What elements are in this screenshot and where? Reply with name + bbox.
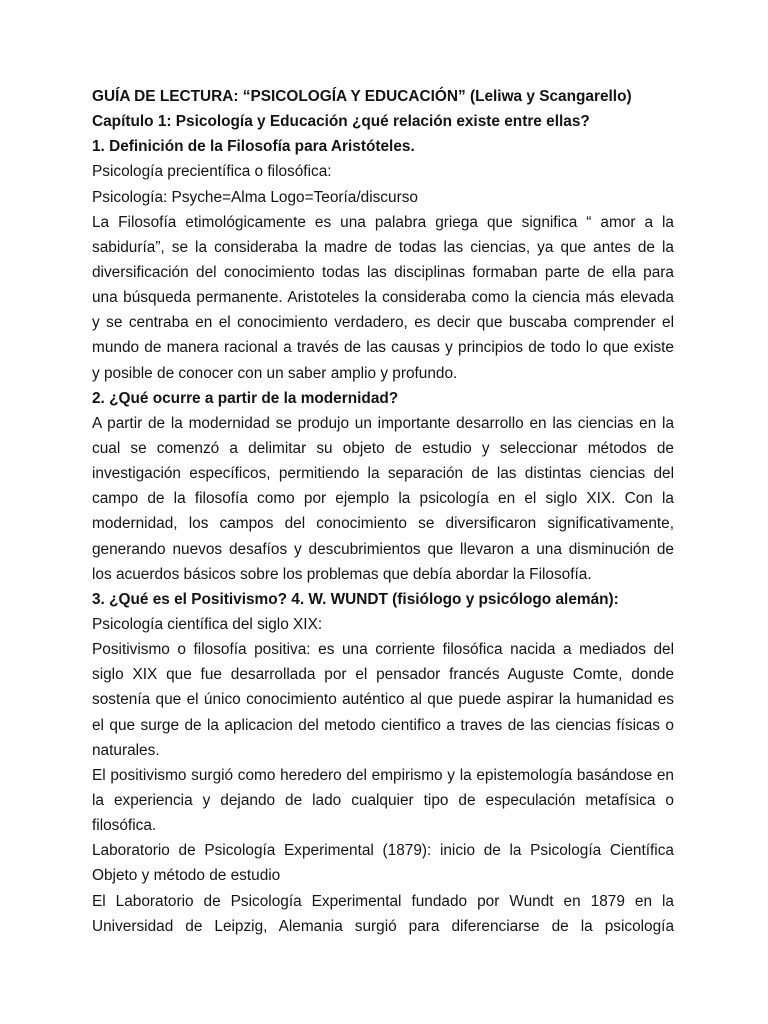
paragraph-line: Psicología científica del siglo XIX: xyxy=(92,615,323,633)
paragraph-line: Positivismo o filosofía positiva: es una corriente filosófica nacida a mediados del xyxy=(92,641,674,659)
paragraph-line: y posible de conocer con un saber amplio y profundo. xyxy=(92,364,458,382)
heading-line: Capítulo 1: Psicología y Educación ¿qué relación existe entre ellas? xyxy=(92,113,590,131)
heading-line: 3. ¿Qué es el Positivismo? 4. W. WUNDT (fisiólogo y psicólogo alemán): xyxy=(92,590,619,608)
paragraph-line: generando nuevos desafíos y descubrimientos que llevaron a una disminución de xyxy=(92,540,674,558)
paragraph-line: diversificación del conocimiento todas las disciplinas formaban parte de ella para xyxy=(92,263,674,281)
paragraph-line: A partir de la modernidad se produjo un importante desarrollo en las ciencias en la xyxy=(92,414,674,432)
paragraph-line: sabiduría”, se la consideraba la madre de todas las ciencias, ya que antes de la xyxy=(92,238,674,256)
paragraph-line: Psicología: Psyche=Alma Logo=Teoría/discurso xyxy=(92,188,418,206)
paragraph-line: modernidad, los campos del conocimiento se diversificaron significativamente, xyxy=(92,515,674,533)
paragraph-line: investigación específicos, permitiendo la separación de las distintas ciencias del xyxy=(92,465,674,483)
paragraph-line: campo de la filosofía como por ejemplo la psicología en el siglo XIX. Con la xyxy=(92,490,674,508)
paragraph-line: mundo de manera racional a través de las causas y principios de todo lo que existe xyxy=(92,339,674,357)
paragraph-line: filosófica. xyxy=(92,817,157,835)
paragraph-line: El positivismo surgió como heredero del empirismo y la epistemología basándose en xyxy=(92,766,674,784)
paragraph-line: cual se comenzó a delimitar su objeto de estudio y seleccionar métodos de xyxy=(92,439,674,457)
paragraph-line: la experiencia y dejando de lado cualquier tipo de especulación metafísica o xyxy=(92,791,674,809)
paragraph-line: Psicología precientífica o filosófica: xyxy=(92,163,332,181)
paragraph-line: sostenía que el único conocimiento auténtico al que puede aspirar la humanidad es xyxy=(92,691,674,709)
paragraph-line: Objeto y método de estudio xyxy=(92,867,281,885)
heading-line: 1. Definición de la Filosofía para Aristóteles. xyxy=(92,138,415,156)
paragraph-line: siglo XIX que fue desarrollada por el pensador francés Auguste Comte, donde xyxy=(92,666,674,684)
paragraph-line: el que surge de la aplicacion del metodo cientifico a traves de las ciencias físicas o xyxy=(92,716,674,734)
paragraph-line: La Filosofía etimológicamente es una palabra griega que significa “ amor a la xyxy=(92,213,674,231)
paragraph-line: El Laboratorio de Psicología Experimental fundado por Wundt en 1879 en la xyxy=(92,892,674,910)
document-page xyxy=(92,84,674,939)
heading-line: 2. ¿Qué ocurre a partir de la modernidad? xyxy=(92,389,399,407)
paragraph-line: una búsqueda permanente. Aristoteles la consideraba como la ciencia más elevada xyxy=(92,289,674,307)
paragraph-line: naturales. xyxy=(92,741,160,759)
paragraph-line: Laboratorio de Psicología Experimental (1879): inicio de la Psicología Científica xyxy=(92,842,674,860)
paragraph-line: los acuerdos básicos sobre los problemas que debía abordar la Filosofía. xyxy=(92,565,592,583)
paragraph-line: Universidad de Leipzig, Alemania surgió para diferenciarse de la psicología xyxy=(92,917,674,935)
heading-line: GUÍA DE LECTURA: “PSICOLOGÍA Y EDUCACIÓN” (Leliwa y Scangarello) xyxy=(92,88,632,105)
paragraph-line: y se centraba en el conocimiento verdadero, es decir que buscaba comprender el xyxy=(92,314,674,332)
